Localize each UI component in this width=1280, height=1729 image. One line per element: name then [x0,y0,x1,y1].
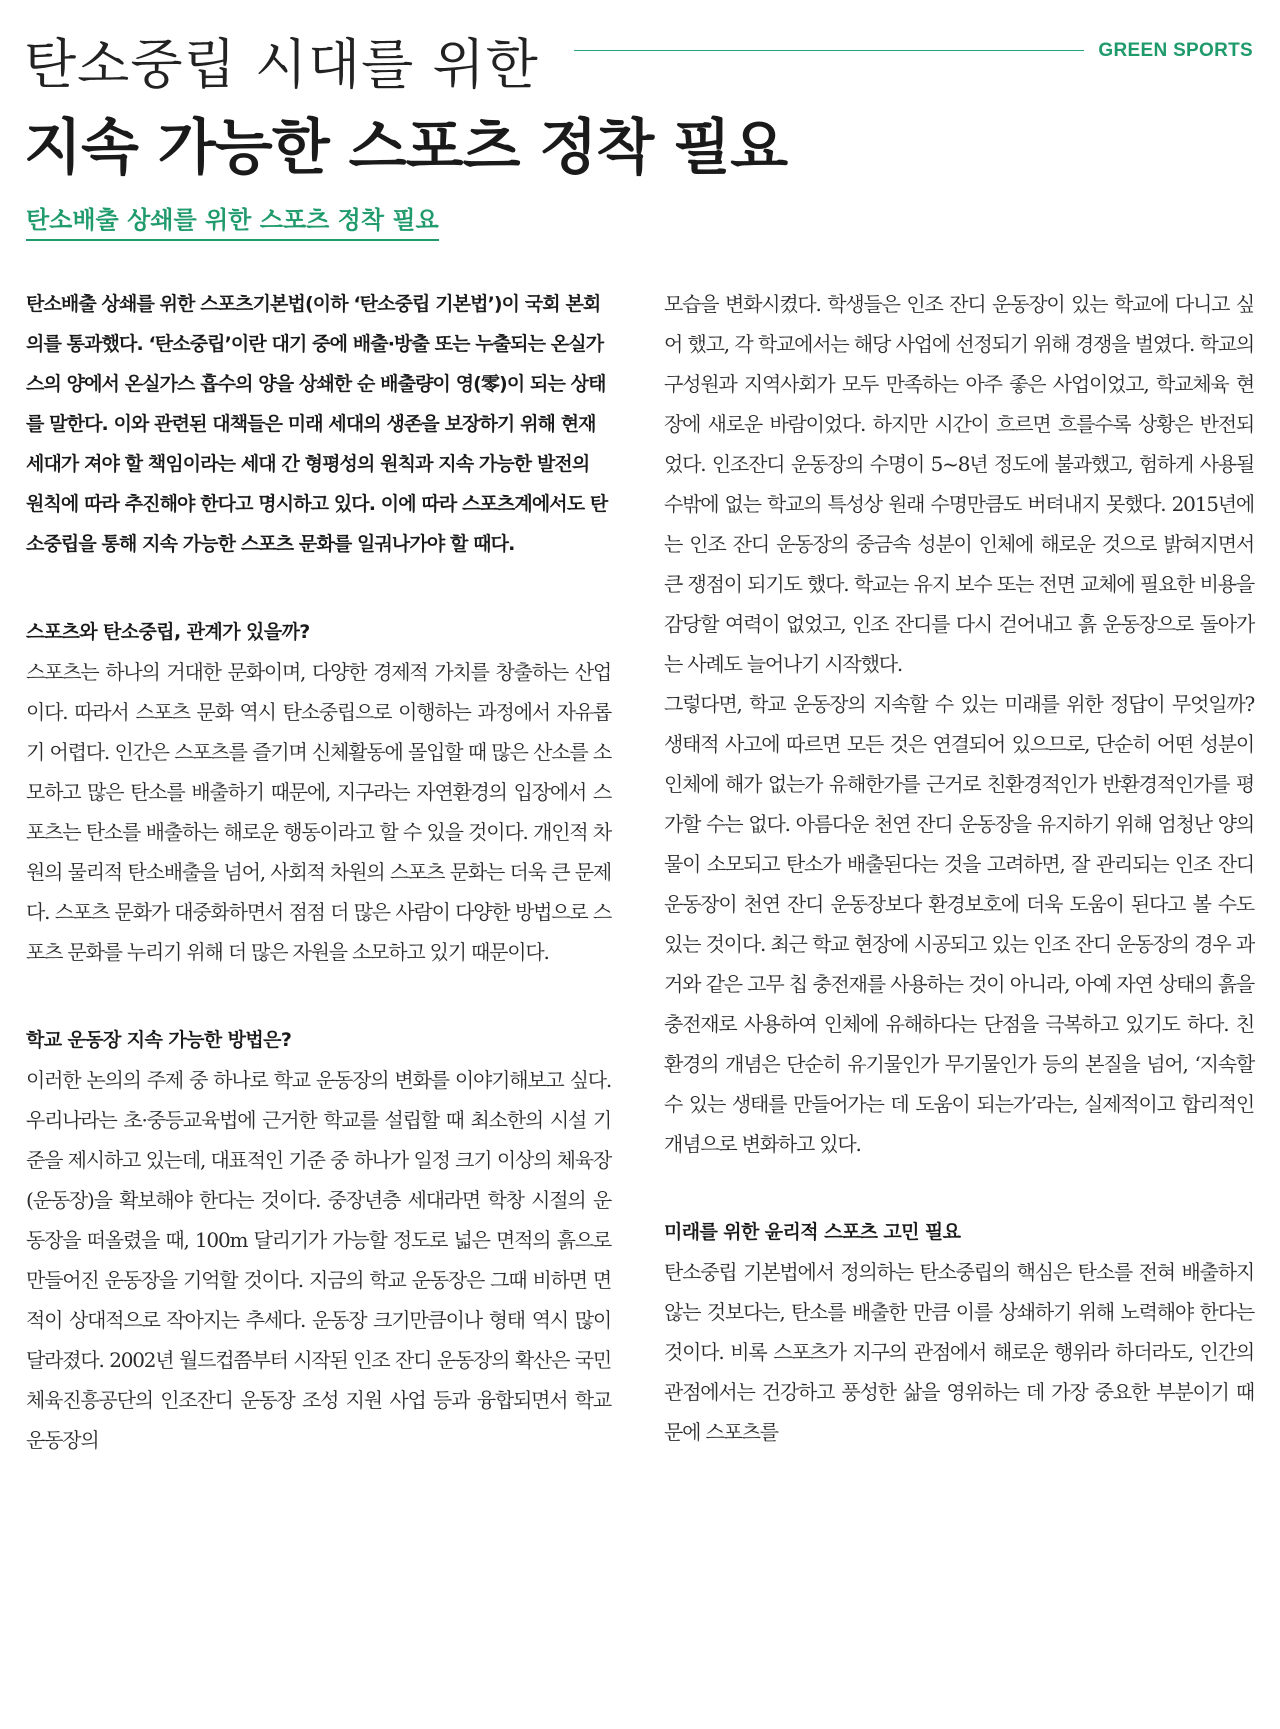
section-body-sports-carbon: 스포츠는 하나의 거대한 문화이며, 다양한 경제적 가치를 창출하는 산업이다. 따라서 스포츠 문화 역시 탄소중립으로 이행하는 과정에서 자유롭기 어렵다. 인간은 스포츠를 즐기며 신체활동에 몰입할 때 많은 산소를 소모하고 많은 탄소를 배출하기 때문에, 지구라는 자연환경의 입장에서 스포츠는 탄소를 배출하는 해로운 행동이라고 할 수 있을 것이다. 개인적 차원의 물리적 탄소배출을 넘어, 사회적 차원의 스포츠 문화는 더욱 큰 문제다. 스포츠 문화가 대중화하면서 점점 더 많은 사람이 다양한 방법으로 스포츠 문화를 누리기 위해 더 많은 자원을 소모하고 있기 때문이다. [26,660,611,964]
headline-line-1: 탄소중립 시대를 위한 [24,33,539,96]
section-tag: GREEN SPORTS [1098,40,1253,61]
section-heading-ethical-sports: 미래를 위한 윤리적 스포츠 고민 필요 [664,1221,961,1243]
section-body-school-field-answer: 그렇다면, 학교 운동장의 지속할 수 있는 미래를 위한 정답이 무엇일까? 생태적 사고에 따르면 모든 것은 연결되어 있으므로, 단순히 어떤 성분이 인체에 해가 없는가 유해한가를 근거로 친환경적인가 반환경적인가를 평가할 수는 없다. 아름다운 천연 잔디 운동장을 유지하기 위해 엄청난 양의 물이 소모되고 탄소가 배출된다는 것을 고려하면, 잘 관리되는 인조 잔디 운동장이 천연 잔디 운동장보다 환경보호에 더욱 도움이 된다고 볼 수도 있는 것이다. 최근 학교 현장에 시공되고 있는 인조 잔디 운동장의 경우 과거와 같은 고무 칩 충전재를 사용하는 것이 아니라, 아예 자연 상태의 흙을 충전재로 사용하여 인체에 유해하다는 단점을 극복하고 있기도 하다. 친환경의 개념은 단순히 유기물인가 무기물인가 등의 본질을 넘어, ‘지속할 수 있는 생태를 만들어가는 데 도움이 되는가’라는, 실제적이고 합리적인 개념으로 변화하고 있다. [664,692,1254,1156]
section-body-school-field: 이러한 논의의 주제 중 하나로 학교 운동장의 변화를 이야기해보고 싶다. 우리나라는 초·중등교육법에 근거한 학교를 설립할 때 최소한의 시설 기준을 제시하고 있는데, 대표적인 기준 중 하나가 일정 크기 이상의 체육장(운동장)을 확보해야 한다는 것이다. 중장년층 세대라면 학창 시절의 운동장을 떠올렸을 때, 100m 달리기가 가능할 정도로 넓은 면적의 흙으로 만들어진 운동장을 기억할 것이다. 지금의 학교 운동장은 그때 비하면 면적이 상대적으로 작아지는 추세다. 운동장 크기만큼이나 형태 역시 많이 달라졌다. 2002년 월드컵쯤부터 시작된 인조 잔디 운동장의 확산은 국민체육진흥공단의 인조잔디 운동장 조성 지원 사업 등과 융합되면서 학교 운동장의 [26,1068,611,1452]
headline-rule [574,50,1084,51]
section-heading-sports-carbon: 스포츠와 탄소중립, 관계가 있을까? [26,621,310,643]
lead-paragraph: 탄소배출 상쇄를 위한 스포츠기본법(이하 ‘탄소중립 기본법’)이 국회 본회의를 통과했다. ‘탄소중립’이란 대기 중에 배출·방출 또는 누출되는 온실가스의 양에서 온실가스 흡수의 양을 상쇄한 순 배출량이 영(零)이 되는 상태를 말한다. 이와 관련된 대책들은 미래 세대의 생존을 보장하기 위해 현재 세대가 져야 할 책임이라는 세대 간 형평성의 원칙과 지속 가능한 발전의 원칙에 따라 추진해야 한다고 명시하고 있다. 이에 따라 스포츠계에서도 탄소중립을 통해 지속 가능한 스포츠 문화를 일궈나가야 할 때다. [26,293,608,555]
section-body-ethical-sports: 탄소중립 기본법에서 정의하는 탄소중립의 핵심은 탄소를 전혀 배출하지 않는 것보다는, 탄소를 배출한 만큼 이를 상쇄하기 위해 노력해야 한다는 것이다. 비록 스포츠가 지구의 관점에서 해로운 행위라 하더라도, 인간의 관점에서는 건강하고 풍성한 삶을 영위하는 데 가장 중요한 부분이기 때문에 스포츠를 [664,1260,1254,1444]
section-body-school-field-cont: 모습을 변화시켰다. 학생들은 인조 잔디 운동장이 있는 학교에 다니고 싶어 했고, 각 학교에서는 해당 사업에 선정되기 위해 경쟁을 벌였다. 학교의 구성원과 지역사회가 모두 만족하는 아주 좋은 사업이었고, 학교체육 현장에 새로운 바람이었다. 하지만 시간이 흐르면 흐를수록 상황은 반전되었다. 인조잔디 운동장의 수명이 5~8년 정도에 불과했고, 험하게 사용될 수밖에 없는 학교의 특성상 원래 수명만큼도 버텨내지 못했다. 2015년에는 인조 잔디 운동장의 중금속 성분이 인체에 해로운 것으로 밝혀지면서 큰 쟁점이 되기도 했다. 학교는 유지 보수 또는 전면 교체에 필요한 비용을 감당할 여력이 없었고, 인조 잔디를 다시 걷어내고 흙 운동장으로 돌아가는 사례도 늘어나기 시작했다. [664,292,1254,676]
headline-line-2: 지속 가능한 스포츠 정착 필요 [24,113,788,183]
article-column-right [664,284,1254,1452]
article-subtitle: 탄소배출 상쇄를 위한 스포츠 정착 필요 [26,200,439,241]
section-heading-school-field: 학교 운동장 지속 가능한 방법은? [26,1029,292,1051]
article-column-left [26,284,611,1460]
